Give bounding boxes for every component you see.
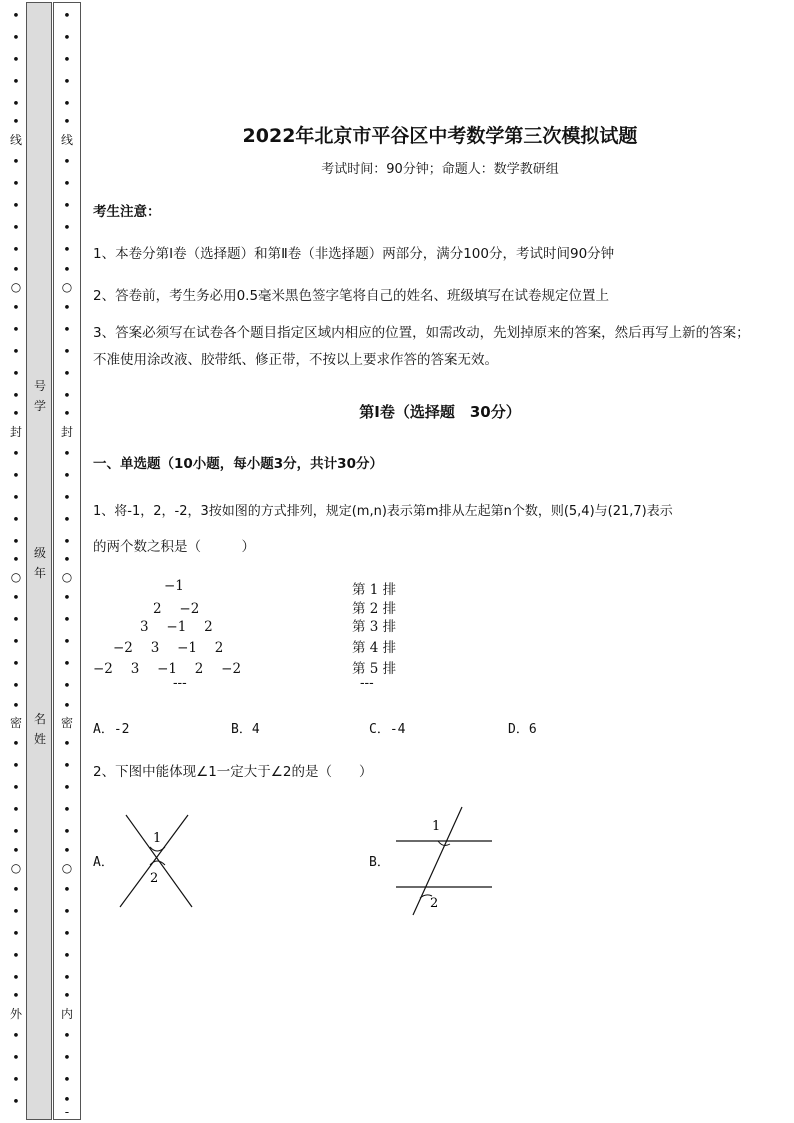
- notice-item-2: 2、答卷前，考生务必用0.5毫米黑色签字笔将自己的姓名、班级填写在试卷规定位置上: [93, 288, 610, 304]
- dot: •: [12, 447, 20, 462]
- dot: •: [63, 199, 71, 214]
- q1-option-c[interactable]: C．-4: [369, 722, 406, 737]
- dot: •: [63, 657, 71, 672]
- dot: •: [63, 591, 71, 606]
- dot: •: [63, 737, 71, 752]
- part-heading: 一、单选题（10小题，每小题3分，共计30分）: [93, 456, 383, 472]
- dot: •: [12, 657, 20, 672]
- dot: •: [12, 1073, 20, 1088]
- q2-diagram-b: [390, 800, 500, 920]
- margin-label-circle: ○: [61, 570, 73, 584]
- margin-label-feng: 封: [60, 425, 73, 439]
- margin-label-circle: ○: [61, 280, 73, 294]
- dot: •: [63, 1051, 71, 1066]
- notice-heading: 考生注意：: [93, 204, 161, 220]
- dot: •: [12, 737, 20, 752]
- field-label-ming: 名: [33, 712, 46, 726]
- dot: •: [12, 221, 20, 236]
- dot: •: [63, 635, 71, 650]
- dot: •: [63, 75, 71, 90]
- rank-label-3: 第 3 排: [352, 619, 397, 635]
- dot: •: [63, 905, 71, 920]
- dot: •: [63, 971, 71, 986]
- dot: •: [63, 989, 71, 1004]
- dot: •: [12, 591, 20, 606]
- margin-label-nei: 内: [60, 1007, 73, 1021]
- dot: •: [63, 844, 71, 859]
- angle-2-label: 2: [150, 871, 159, 886]
- dot: •: [63, 759, 71, 774]
- dot: •: [12, 679, 20, 694]
- dot: •: [12, 1029, 20, 1044]
- dot: •: [63, 613, 71, 628]
- dot: •: [63, 883, 71, 898]
- dot: •: [12, 345, 20, 360]
- dot: •: [63, 803, 71, 818]
- margin-label-wai: 外: [9, 1007, 22, 1021]
- dot: •: [63, 115, 71, 130]
- dot: •: [12, 155, 20, 170]
- dot: •: [12, 553, 20, 568]
- rank-label-1: 第 1 排: [352, 582, 397, 598]
- field-label-xue: 学: [33, 399, 46, 413]
- dot: •: [63, 389, 71, 404]
- angle-2-label: 2: [430, 896, 439, 911]
- dot: •: [12, 781, 20, 796]
- dot: •: [12, 905, 20, 920]
- triangle-row-4: −2 3 −1 2: [113, 640, 224, 656]
- angle-1-label: 1: [432, 819, 441, 834]
- dot: •: [12, 491, 20, 506]
- dot: •: [63, 469, 71, 484]
- dot: •: [12, 971, 20, 986]
- angle-1-label: 1: [153, 831, 162, 846]
- outer-dots-column: [9, 0, 23, 1123]
- dot: •: [63, 1073, 71, 1088]
- dot: •: [12, 927, 20, 942]
- dash-mark: -: [64, 1105, 70, 1120]
- angle-2-arc: [150, 861, 165, 865]
- dot: •: [12, 407, 20, 422]
- dot: •: [12, 949, 20, 964]
- rank-label-more: ---: [360, 675, 374, 691]
- dot: •: [12, 263, 20, 278]
- dot: •: [63, 345, 71, 360]
- q1-option-b[interactable]: B．4: [231, 722, 260, 737]
- dot: •: [63, 553, 71, 568]
- dot: •: [12, 323, 20, 338]
- dot: •: [12, 367, 20, 382]
- dot: •: [12, 301, 20, 316]
- margin-label-feng: 封: [9, 425, 22, 439]
- dot: •: [12, 844, 20, 859]
- dot: •: [12, 613, 20, 628]
- q1-stem-line1: 1、将-1，2，-2，3按如图的方式排列，规定(m,n)表示第m排从左起第n个数，则(5,4)与(21,7)表示: [93, 504, 673, 519]
- dot: •: [12, 699, 20, 714]
- dot: •: [63, 1093, 71, 1108]
- dot: •: [63, 9, 71, 24]
- margin-label-circle: ○: [61, 861, 73, 875]
- section-title: 第Ⅰ卷（选择题 30分）: [359, 403, 521, 421]
- dot: •: [12, 989, 20, 1004]
- dot: •: [63, 927, 71, 942]
- notice-item-3: 3、答案必须写在试卷各个题目指定区域内相应的位置，如需改动，先划掉原来的答案，然后再写上新的答案；不准使用涂改液、胶带纸、修正带，不按以上要求作答的答案无效。: [93, 325, 750, 368]
- dot: •: [63, 447, 71, 462]
- q1-option-a[interactable]: A．-2: [93, 722, 130, 737]
- dot: •: [12, 9, 20, 24]
- dot: •: [12, 1095, 20, 1110]
- dot: •: [12, 883, 20, 898]
- dot: •: [12, 803, 20, 818]
- dot: •: [12, 115, 20, 130]
- exam-title: 2022年北京市平谷区中考数学第三次模拟试题: [242, 125, 638, 147]
- dot: •: [12, 177, 20, 192]
- field-label-nian: 年: [33, 566, 46, 580]
- dot: •: [12, 53, 20, 68]
- dot: •: [12, 759, 20, 774]
- inner-dots-column: [60, 0, 74, 1123]
- triangle-row-more: ---: [173, 675, 187, 691]
- q1-option-d[interactable]: D．6: [508, 722, 537, 737]
- q2-option-a-label[interactable]: A．: [93, 855, 114, 870]
- dot: •: [12, 31, 20, 46]
- exam-subtitle: 考试时间：90分钟；命题人：数学教研组: [321, 162, 559, 177]
- dot: •: [63, 243, 71, 258]
- angle-1-arc: [438, 841, 450, 845]
- q2-stem: 2、下图中能体现∠1一定大于∠2的是（ ）: [93, 764, 373, 780]
- triangle-row-1: −1: [164, 578, 184, 594]
- dot: •: [12, 825, 20, 840]
- dot: •: [63, 301, 71, 316]
- rank-label-2: 第 2 排: [352, 601, 397, 617]
- dot: •: [63, 535, 71, 550]
- field-label-ji: 级: [33, 546, 46, 560]
- dot: •: [63, 699, 71, 714]
- dot: •: [63, 949, 71, 964]
- dot: •: [63, 323, 71, 338]
- dot: •: [12, 97, 20, 112]
- margin-label-circle: ○: [10, 861, 22, 875]
- dot: •: [12, 535, 20, 550]
- q2-option-b-label[interactable]: B．: [369, 855, 390, 870]
- dot: •: [12, 243, 20, 258]
- dot: •: [63, 53, 71, 68]
- dot: •: [63, 679, 71, 694]
- dot: •: [63, 825, 71, 840]
- q1-stem-line2: 的两个数之积是（ ）: [93, 539, 255, 555]
- dot: •: [12, 635, 20, 650]
- dot: •: [63, 177, 71, 192]
- angle-1-arc: [150, 847, 165, 851]
- margin-label-circle: ○: [10, 570, 22, 584]
- triangle-row-3: 3 −1 2: [140, 619, 213, 635]
- dot: •: [63, 221, 71, 236]
- dot: •: [63, 1029, 71, 1044]
- notice-item-1: 1、本卷分第Ⅰ卷（选择题）和第Ⅱ卷（非选择题）两部分，满分100分，考试时间90分钟: [93, 246, 615, 262]
- dot: •: [63, 781, 71, 796]
- margin-label-xian: 线: [9, 133, 22, 147]
- rank-label-4: 第 4 排: [352, 640, 397, 656]
- margin-label-circle: ○: [10, 280, 22, 294]
- field-label-xing: 姓: [33, 732, 46, 746]
- dot: •: [12, 199, 20, 214]
- dot: •: [12, 75, 20, 90]
- triangle-row-5: −2 3 −1 2 −2: [93, 661, 242, 677]
- triangle-row-2: 2 −2: [153, 601, 200, 617]
- dot: •: [12, 513, 20, 528]
- rank-label-5: 第 5 排: [352, 661, 397, 677]
- dot: •: [63, 513, 71, 528]
- q2-diagram-a: [110, 805, 210, 915]
- dot: •: [12, 1051, 20, 1066]
- dot: •: [63, 263, 71, 278]
- margin-label-mi: 密: [9, 716, 22, 730]
- student-info-strip: [26, 2, 52, 1120]
- dot: •: [63, 367, 71, 382]
- margin-label-xian: 线: [60, 133, 73, 147]
- line-2: [120, 815, 188, 907]
- dot: •: [63, 155, 71, 170]
- dot: •: [63, 407, 71, 422]
- dot: •: [12, 469, 20, 484]
- dot: •: [63, 491, 71, 506]
- dot: •: [63, 97, 71, 112]
- dot: •: [63, 31, 71, 46]
- field-label-hao: 号: [33, 379, 46, 393]
- dot: •: [12, 389, 20, 404]
- margin-label-mi: 密: [60, 716, 73, 730]
